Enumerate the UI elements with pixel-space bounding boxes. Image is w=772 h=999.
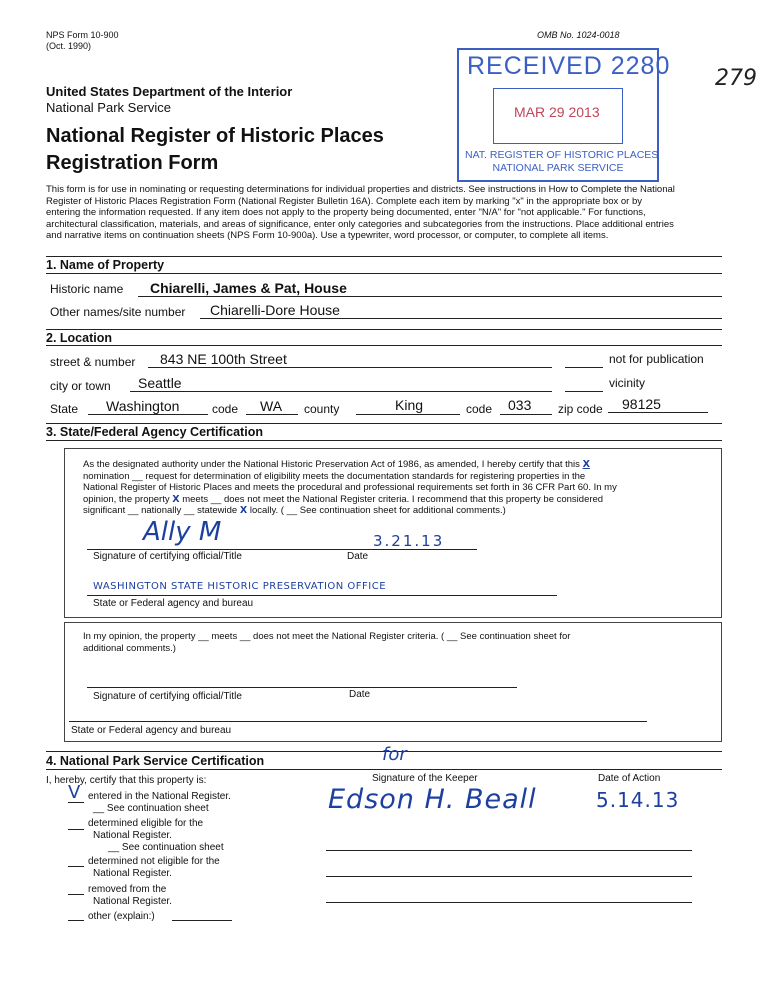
determined-eligible-label: determined eligible for the [88,818,204,829]
certify-statement: I, hereby, certify that this property is: [46,775,207,786]
agency-line [69,721,647,722]
other-names-label: Other names/site number [50,305,186,319]
divider [46,440,722,441]
form-date: (Oct. 1990) [46,41,92,51]
field-underline [500,414,552,415]
field-underline [246,414,298,415]
historic-name-label: Historic name [50,282,124,296]
date-label: Date [347,551,369,562]
service: National Park Service [46,100,171,115]
locally-mark[interactable]: X [239,505,248,516]
state-label: State [50,402,79,416]
checkbox-line [68,802,84,803]
agency-value: WASHINGTON STATE HISTORIC PRESERVATION OFFICE [93,581,387,592]
checkbox-line [565,367,603,368]
county-code-value[interactable]: 033 [508,397,532,413]
vicinity-label: vicinity [609,376,646,390]
field-underline [138,296,722,297]
field-underline [356,414,460,415]
checkbox-line [565,391,603,392]
cert-line: National Register of Historic Places and meets the procedural and professional requirements set forth in 36 CFR Part 60. In my [83,482,617,493]
cert-line: locally. ( __ See continuation sheet for additional comments.) [249,505,506,516]
keeper-line [326,902,692,903]
certification-text-1 [83,459,713,517]
field-underline [608,412,708,413]
keeper-signature: Edson H. Beall [328,784,537,815]
section1-heading: 1. Name of Property [46,258,165,272]
department: United States Department of the Interior [46,84,293,99]
form-title-line2: Registration Form [46,152,219,174]
signature-label: Signature of certifying official/Title [93,691,242,702]
divider [46,329,722,330]
keeper-for: for [382,744,407,765]
determined-not-eligible-label-2: National Register. [93,868,172,879]
removed-label: removed from the [88,884,167,895]
cert-line: nomination __ request for determination of eligibility meets the documentation standards for registering properties in the [83,470,586,482]
certification-text-2 [83,631,713,654]
divider [46,345,722,346]
form-number: NPS Form 10-900 [46,30,119,40]
other-line [172,920,232,921]
signature-label: Signature of certifying official/Title [93,551,242,562]
date-label: Date [349,689,371,700]
form-title-line1: National Register of Historic Places [46,125,384,147]
omb-number: OMB No. 1024-0018 [537,30,620,40]
intro-line: entering the information requested. If any item does not apply to the property being documented, enter "N/A" for "not applicable." For functions, [46,207,646,218]
cert-line: opinion, the property [83,493,170,505]
street-value[interactable]: 843 NE 100th Street [160,351,287,367]
cert-line: significant __ nationally __ statewide [83,505,238,516]
zip-value[interactable]: 98125 [622,396,661,412]
agency-label: State or Federal agency and bureau [71,725,232,736]
checkbox-line [68,829,84,830]
intro-line: architectural classification, materials, and areas of significance, enter only categories and subcategories from the instructions. Place additional entries [46,218,674,230]
intro-line: Register of Historic Places Registration Form (National Register Bulletin 16A). Complete each item by marking "x" in the appropriate box or by [46,195,642,207]
meets-mark[interactable]: X [172,493,180,505]
county-label: county [304,402,340,416]
section3-heading: 3. State/Federal Agency Certification [46,425,263,439]
other-names-value[interactable]: Chiarelli-Dore House [210,302,340,318]
removed-label-2: National Register. [93,896,172,907]
divider [46,423,722,424]
field-underline [148,367,552,368]
intro-line: and narrative items on continuation sheets (NPS Form 10-900a). Use a typewriter, word processor, or computer, to complete all items. [46,230,609,241]
agency-line [87,595,557,596]
received-stamp [457,48,671,182]
entered-label: entered in the National Register. [88,791,231,802]
not-for-publication-label: not for publication [609,352,704,366]
historic-name-value[interactable]: Chiarelli, James & Pat, House [150,280,347,296]
determined-not-eligible-label: determined not eligible for the [88,856,220,867]
see-continuation-2: __ See continuation sheet [108,842,224,853]
cert-line: additional comments.) [83,642,176,654]
keeper-line [326,876,692,877]
stamp-line1: NAT. REGISTER OF HISTORIC PLACES [465,149,659,161]
divider [46,769,722,770]
section4-heading: 4. National Park Service Certification [46,754,265,768]
cert-line: In my opinion, the property __ meets __ does not meet the National Register criteria. ( __ See continuation sheet for [83,631,571,642]
certification-date: 3.21.13 [373,532,445,550]
cert-line: meets __ does not meet the National Register criteria. I recommend that this property be considered [182,493,604,505]
field-underline [130,391,552,392]
signature-line [87,687,517,688]
signature-line [87,549,477,550]
state-code-label: code [212,402,239,416]
checkbox-line [68,920,84,921]
intro-paragraph [46,184,736,242]
see-continuation-1: __ See continuation sheet [93,803,209,814]
other-label: other (explain:) [88,911,155,922]
checkbox-line [68,894,84,895]
stamp-date-box [493,88,623,144]
entered-check-mark[interactable]: V [68,782,81,803]
stamp-date: MAR 29 2013 [514,104,600,120]
county-code-label: code [466,402,493,416]
city-label: city or town [50,379,111,393]
date-of-action-value: 5.14.13 [596,788,680,812]
cert-line: As the designated authority under the National Historic Preservation Act of 1986, as amended, I hereby certify that this [83,459,580,470]
page-number: 279 [715,66,757,91]
zip-label: zip code [558,402,603,416]
divider [46,273,722,274]
field-underline [200,318,722,319]
checkbox-line [68,866,84,867]
state-code-value[interactable]: WA [260,398,283,414]
keeper-line [326,850,692,851]
date-of-action-label: Date of Action [598,773,661,784]
street-label: street & number [50,355,136,369]
county-value[interactable]: King [395,397,424,413]
agency-label: State or Federal agency and bureau [93,598,254,609]
field-underline [88,414,208,415]
certification-box-1 [64,448,722,618]
stamp-line2: NATIONAL PARK SERVICE [492,162,624,174]
intro-line: This form is for use in nominating or requesting determinations for individual properties and districts. See instructions in How to Complete the National [46,184,675,195]
determined-eligible-label-2: National Register. [93,830,172,841]
section2-heading: 2. Location [46,331,112,345]
nomination-mark[interactable]: X [582,459,590,470]
certification-box-2 [64,622,722,742]
divider [46,256,722,257]
keeper-label: Signature of the Keeper [372,773,478,784]
stamp-received-text: RECEIVED 2280 [467,52,671,80]
state-value[interactable]: Washington [106,398,180,414]
city-value[interactable]: Seattle [138,375,182,391]
certifying-signature: Ally M [143,517,222,547]
